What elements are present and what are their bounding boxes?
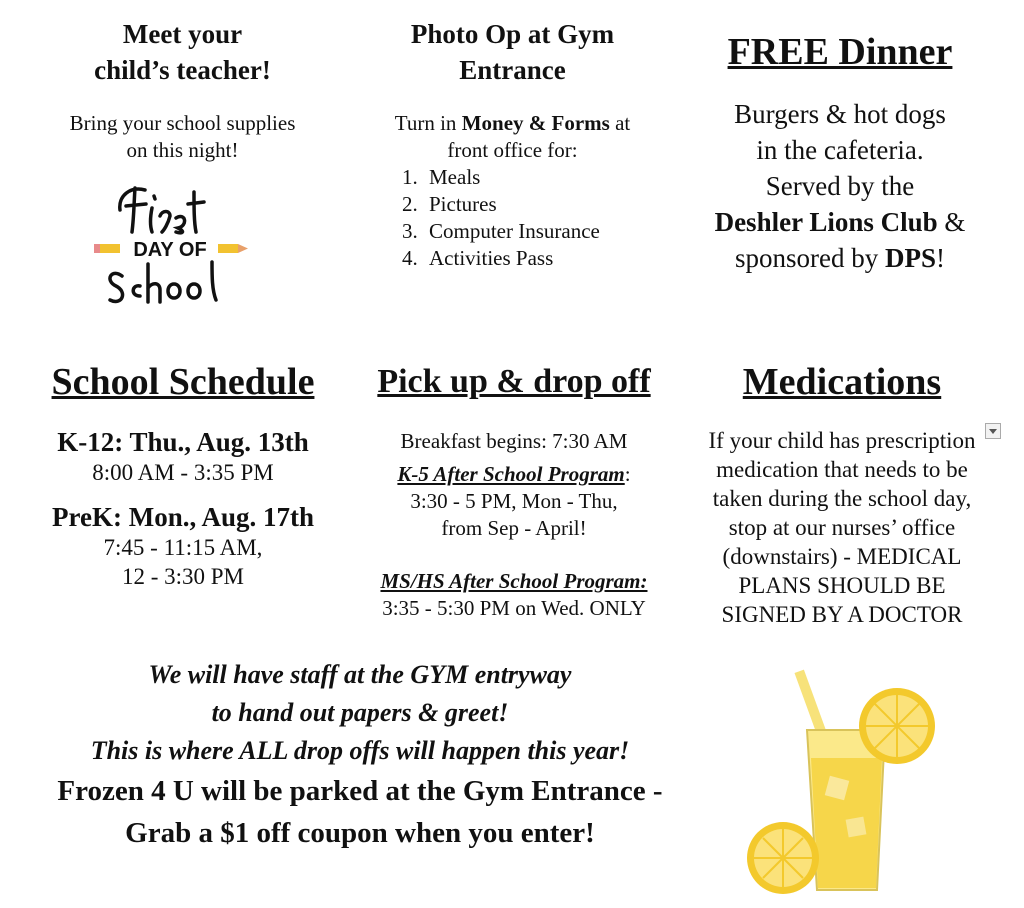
list-item: 2. Pictures xyxy=(423,191,670,218)
mshs-time: 3:35 - 5:30 PM on Wed. ONLY xyxy=(382,596,646,620)
sponsor-name: DPS xyxy=(884,243,936,273)
pickup-dropoff-section xyxy=(355,358,673,622)
k5-program: K-5 After School Program xyxy=(397,462,625,486)
supplies-note-2: on this night! xyxy=(126,138,239,162)
medications-title: Medications xyxy=(742,361,942,403)
k12-heading: K-12: Thu., Aug. 13th xyxy=(57,427,309,457)
forms-intro-2: front office for: xyxy=(447,138,578,162)
meet-teacher-title-1: Meet your xyxy=(122,19,243,49)
dropdown-arrow-icon[interactable] xyxy=(985,423,1001,439)
first-day-of-school-logo xyxy=(90,172,250,322)
svg-text:DAY OF: DAY OF xyxy=(133,239,207,261)
prek-heading: PreK: Mon., Aug. 17th xyxy=(52,502,314,532)
sponsor-post: ! xyxy=(936,243,945,273)
pickup-title: Pick up & drop off xyxy=(377,363,651,400)
notice-line-2: to hand out papers & greet! xyxy=(211,698,509,727)
dinner-sponsor-line xyxy=(680,240,1000,276)
school-schedule-title: School Schedule xyxy=(51,361,315,403)
k12-time: 8:00 AM - 3:35 PM xyxy=(92,460,274,485)
k5-colon: : xyxy=(624,462,631,486)
meet-teacher-section xyxy=(20,16,345,164)
medications-section xyxy=(685,358,999,629)
forms-intro-pre: Turn in xyxy=(394,111,462,135)
k5-months: from Sep - April! xyxy=(441,516,587,540)
notice-line-1: We will have staff at the GYM entryway xyxy=(148,660,572,689)
list-item: 1. Meals xyxy=(423,164,670,191)
notice-line-4: Frozen 4 U will be parked at the Gym Entrance - xyxy=(57,775,663,807)
photo-op-title-1: Photo Op at Gym xyxy=(410,19,615,49)
bottom-notice xyxy=(10,656,710,854)
notice-line-5: Grab a $1 off coupon when you enter! xyxy=(125,817,595,849)
breakfast-time: Breakfast begins: 7:30 AM xyxy=(400,429,628,453)
med-line: medication that needs to be xyxy=(716,457,968,482)
sponsor-pre: sponsored by xyxy=(734,243,885,273)
forms-list xyxy=(355,164,670,272)
forms-intro-post: at xyxy=(609,111,631,135)
med-line: PLANS SHOULD BE xyxy=(738,573,946,598)
lemonade-glass-image xyxy=(735,668,985,900)
med-line: SIGNED BY A DOCTOR xyxy=(721,602,963,627)
club-amp: & xyxy=(937,207,966,237)
free-dinner-section xyxy=(680,28,1000,276)
med-line: If your child has prescription xyxy=(708,428,976,453)
forms-intro-bold: Money & Forms xyxy=(461,111,610,135)
meet-teacher-title-2: child’s teacher! xyxy=(94,55,271,85)
k5-time: 3:30 - 5 PM, Mon - Thu, xyxy=(410,489,618,513)
list-item: 4. Activities Pass xyxy=(423,245,670,272)
dinner-club-line xyxy=(680,204,1000,240)
list-item: 3. Computer Insurance xyxy=(423,218,670,245)
dinner-line-2: in the cafeteria. xyxy=(756,135,924,165)
med-line: stop at our nurses’ office xyxy=(728,515,956,540)
prek-time-1: 7:45 - 11:15 AM, xyxy=(103,535,263,560)
prek-time-2: 12 - 3:30 PM xyxy=(121,564,245,589)
forms-intro xyxy=(355,110,670,137)
supplies-note-1: Bring your school supplies xyxy=(69,111,296,135)
photo-op-title-2: Entrance xyxy=(459,55,566,85)
k5-program-line xyxy=(355,461,673,488)
free-dinner-title: FREE Dinner xyxy=(727,31,953,73)
med-line: taken during the school day, xyxy=(712,486,972,511)
dinner-line-3: Served by the xyxy=(765,171,915,201)
dinner-line-1: Burgers & hot dogs xyxy=(734,99,946,129)
med-line: (downstairs) - MEDICAL xyxy=(722,544,962,569)
school-schedule-section xyxy=(18,358,348,591)
photo-op-section xyxy=(355,16,670,272)
lions-club: Deshler Lions Club xyxy=(714,207,938,237)
notice-line-3: This is where ALL drop offs will happen this year! xyxy=(90,736,630,765)
mshs-program: MS/HS After School Program: xyxy=(380,569,648,593)
